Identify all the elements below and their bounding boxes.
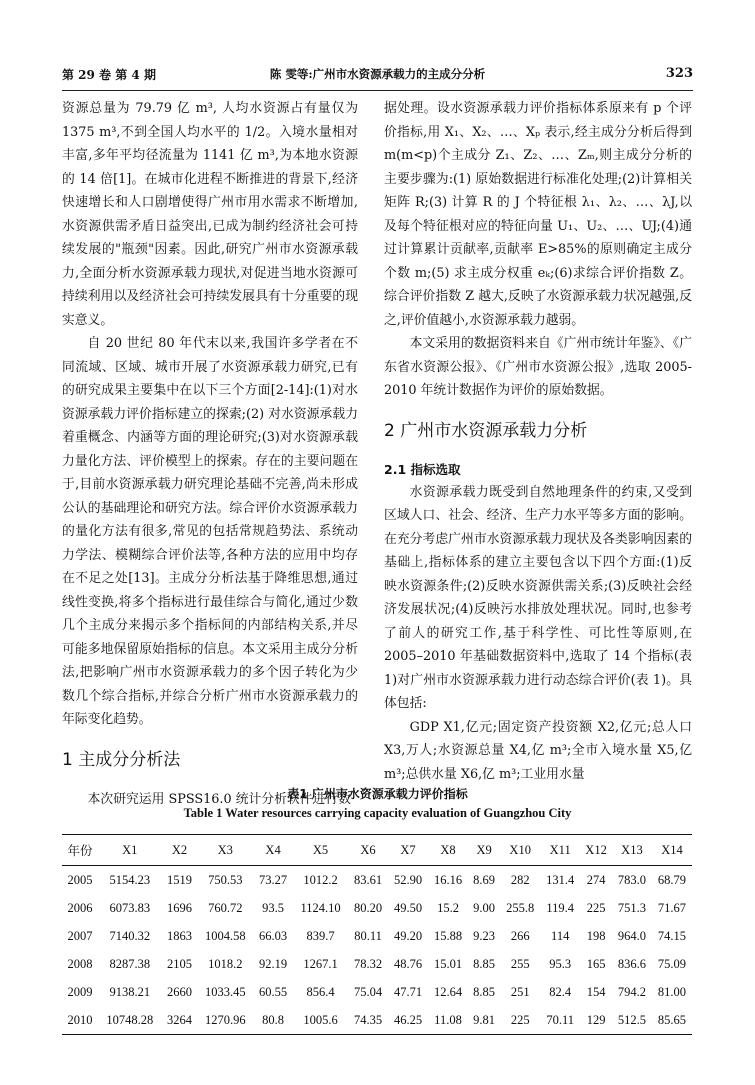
table-cell: 9.00 (473, 900, 496, 915)
table-cell: 1124.10 (300, 900, 341, 915)
paragraph: 资源总量为 79.79 亿 m³, 人均水资源占有量仅为 1375 m³,不到全国人均水平的 1/2。入境水量相对丰富,多年平均径流量为 1141 亿 m³,为本地水资源的 14 倍[1]。在城市化进程不断推进的背景下,经济快速增长和人口剧增使得广州市用水需求不断增加,水资源供需矛盾日益突出,已成为制约经济社会可持续发展的"瓶颈"因素。因此,研究广州市水资源承载力,全面分析水资源承载力现状,对促进当地水资源可持续利用以及经济社会可持续发展具有十分重要的现实意义。 (62, 101, 358, 328)
table-cell: 1270.96 (204, 1012, 246, 1027)
section-heading: 1 主成分分析法 (62, 749, 181, 770)
table-cell: 8.85 (473, 956, 496, 971)
table-cell: 1519 (166, 872, 192, 887)
column-header: 年份 (67, 844, 93, 858)
table-cell: 5154.23 (109, 872, 151, 887)
table-cell: 1018.2 (208, 956, 243, 971)
table-cell: 2105 (166, 956, 192, 971)
table-row (62, 1006, 692, 1035)
table-cell: 81.00 (657, 984, 687, 999)
table-cell: 1004.58 (204, 928, 246, 943)
table-cell: 1033.45 (204, 984, 246, 999)
paragraph: 本文采用的数据资料来自《广州市统计年鉴》、《广东省水资源公报》、《广州市水资源公报》,选取 2005-2010 年统计数据作为评价的原始数据。 (384, 336, 692, 398)
table-cell: 1267.1 (303, 956, 338, 971)
table-cell: 751.3 (617, 900, 646, 915)
table-cell: 15.01 (433, 956, 463, 971)
table-cell: 225 (586, 900, 606, 915)
column-header: X7 (400, 842, 416, 857)
table-cell: 73.27 (259, 872, 288, 887)
paragraph: 自 20 世纪 80 年代末以来,我国许多学者在不同流域、区域、城市开展了水资源承载力研究,已有的研究成果主要集中在以下三个方面[2-14]:(1)对水资源承载力评价指标建立的探索;(2) 对水资源承载力着重概念、内涵等方面的理论研究;(3)对水资源承载力量化方法、评价模型上的探索。存在的主要问题在于,目前水资源承载力研究理论基础不完善,尚未形成公认的基础理论和研究方法。综合评价水资源承载力的量化方法有很多,常见的包括常规趋势法、系统动力学法、模糊综合评价法等,各种方法的应用中均存在不足之处[13]。主成分分析法基于降维思想,通过线性变换,将多个指标进行最佳综合与简化,通过少数几个主成分来揭示多个指标间的内部结构关系,并尽可能多地保留原始指标的信息。本文采用主成分分析法,把影响广州市水资源承载力的多个因子转化为少数几个综合指标,并综合分析广州市水资源承载力的年际变化趋势。 (62, 336, 358, 727)
table-cell: 129 (586, 1012, 606, 1027)
table-cell: 119.4 (546, 900, 575, 915)
table-cell: 48.76 (393, 956, 423, 971)
column-header: X2 (171, 842, 188, 857)
year-cell: 2010 (67, 1012, 93, 1027)
table-caption-en: Table 1 Water resources carrying capacity evaluation of Guangzhou City (183, 806, 572, 820)
column-header: X1 (122, 842, 138, 857)
column-header: X9 (476, 842, 492, 857)
page-number: 323 (665, 66, 693, 81)
header-rule (62, 90, 693, 91)
table-cell: 49.50 (393, 900, 423, 915)
left-column (62, 97, 358, 811)
table-cell: 839.7 (306, 928, 335, 943)
table-cell: 12.64 (433, 984, 463, 999)
table-cell: 75.04 (353, 984, 383, 999)
journal-volume: 第 29 卷 第 4 期 (62, 68, 156, 82)
table-cell: 71.67 (657, 900, 687, 915)
table-cell: 198 (586, 928, 606, 943)
table-caption-cn: 表1 广州市水资源承载力评价指标 (287, 787, 468, 801)
table-cell: 9.23 (473, 928, 496, 943)
table-cell: 49.20 (393, 928, 423, 943)
column-header: X5 (312, 842, 329, 857)
table-cell: 131.4 (546, 872, 575, 887)
column-header: X8 (440, 842, 456, 857)
table-cell: 783.0 (617, 872, 646, 887)
subsection-heading: 2.1 指标选取 (384, 461, 461, 477)
table-cell: 964.0 (617, 928, 646, 943)
table-cell: 15.88 (433, 928, 463, 943)
table-cell: 78.32 (353, 956, 383, 971)
running-header (62, 66, 693, 86)
table-cell: 68.79 (657, 872, 687, 887)
table-cell: 836.6 (617, 956, 646, 971)
table-cell: 2660 (166, 984, 192, 999)
table-cell: 750.53 (208, 872, 243, 887)
table-cell: 512.5 (617, 1012, 646, 1027)
table-cell: 10748.28 (106, 1012, 154, 1027)
table-cell: 82.4 (549, 984, 572, 999)
table-cell: 80.11 (354, 928, 382, 943)
table-cell: 80.8 (262, 1012, 284, 1027)
table-cell: 255.8 (506, 900, 535, 915)
right-column (384, 97, 692, 786)
paragraph: 水资源承载力既受到自然地理条件的约束,又受到区域人口、社会、经济、生产力水平等多方面的影响。在充分考虑广州市水资源承载力现状及各类影响因素的基础上,指标体系的建立主要包含以下四个方面:(1)反映水资源条件;(2)反映水资源供需关系;(3)反映社会经济发展状况;(4)反映污水排放处理状况。同时,也参考了前人的研究工作,基于科学性、可比性等原则,在 2005–2010 年基础数据资料中,选取了 14 个指标(表 1)对广州市水资源承载力进行动态综合评价(表 1)。具体包括: (384, 484, 692, 711)
table-row (62, 922, 692, 950)
table-cell: 60.55 (259, 984, 288, 999)
running-title: 陈 雯等:广州市水资源承载力的主成分分析 (269, 67, 486, 81)
table-cell: 93.5 (262, 900, 284, 915)
table-cell: 52.90 (393, 872, 423, 887)
table-cell: 92.19 (259, 956, 288, 971)
table-row (62, 950, 692, 978)
table-cell: 251 (510, 984, 530, 999)
table-cell: 9.81 (473, 1012, 496, 1027)
table-cell: 1005.6 (303, 1012, 338, 1027)
paragraph: 据处理。设水资源承载力评价指标体系原来有 p 个评价指标,用 X₁、X₂、…、Xₚ 表示,经主成分分析后得到 m(m<p)个主成分 Z₁、Z₂、…、Zₘ,则主成分分析的主要步骤为:(1) 原始数据进行标准化处理;(2)计算相关矩阵 R;(3) 计算 R 的 J 个特征根 λ₁、λ₂、…、λJ,以及每个特征根对应的特征向量 U₁、U₂、…、UJ;(4)通过计算累计贡献率,贡献率 E>85%的原则确定主成分个数 m;(5) 求主成分权重 eₖ;(6)求综合评价指数 Z。综合评价指数 Z 越大,反映了水资源承载力状况越强,反之,评价值越小,水资源承载力越弱。 (384, 101, 692, 328)
paragraph: GDP X1,亿元;固定资产投资额 X2,亿元;总人口 X3,万人;水资源总量 X4,亿 m³;全市入境水量 X5,亿 m³;总供水量 X6,亿 m³;工业用水量 (384, 719, 692, 782)
table-row (62, 978, 692, 1006)
table-cell: 11.08 (434, 1012, 462, 1027)
table-cell: 154 (586, 984, 606, 999)
table-cell: 6073.83 (109, 900, 151, 915)
column-header: X14 (661, 842, 683, 857)
table-cell: 266 (510, 928, 530, 943)
table-cell: 46.25 (393, 1012, 423, 1027)
column-header: X3 (217, 842, 233, 857)
column-header: X12 (585, 842, 607, 857)
table-cell: 75.09 (657, 956, 687, 971)
column-header: X6 (360, 842, 376, 857)
table-cell: 83.61 (353, 872, 383, 887)
table-cell: 70.11 (546, 1012, 575, 1027)
table-cell: 760.72 (208, 900, 243, 915)
table-cell: 3264 (166, 1012, 192, 1027)
table-cell: 274 (586, 872, 606, 887)
table-cell: 95.3 (549, 956, 572, 971)
year-cell: 2006 (67, 900, 93, 915)
column-header: X10 (509, 842, 531, 857)
table-header-row (62, 835, 692, 866)
table-row (62, 866, 692, 895)
table-cell: 7140.32 (109, 928, 151, 943)
table-cell: 1696 (166, 900, 192, 915)
year-cell: 2005 (67, 872, 93, 887)
table-cell: 1012.2 (303, 872, 338, 887)
table-row (62, 894, 692, 922)
table-cell: 8.69 (473, 872, 496, 887)
table-cell: 85.65 (657, 1012, 687, 1027)
table-cell: 794.2 (617, 984, 646, 999)
table-cell: 225 (510, 1012, 530, 1027)
paragraph: 本次研究运用 SPSS16.0 统计分析软件进行数 (87, 791, 351, 807)
table-cell: 114 (551, 928, 570, 943)
table-cell: 47.71 (393, 984, 423, 999)
table-cell: 15.2 (437, 900, 459, 915)
indicator-table (62, 834, 692, 1035)
table-cell: 8.85 (473, 984, 496, 999)
column-header: X11 (549, 842, 571, 857)
table-cell: 16.16 (433, 872, 463, 887)
table-cell: 80.20 (353, 900, 383, 915)
table-cell: 856.4 (306, 984, 335, 999)
table-cell: 9138.21 (109, 984, 151, 999)
table-cell: 66.03 (259, 928, 288, 943)
year-cell: 2009 (67, 984, 93, 999)
column-header: X4 (265, 842, 281, 857)
year-cell: 2008 (67, 956, 93, 971)
section-heading: 2 广州市水资源承载力分析 (384, 420, 588, 441)
table-cell: 74.35 (353, 1012, 383, 1027)
table-cell: 255 (510, 956, 530, 971)
table-cell: 1863 (166, 928, 192, 943)
column-header: X13 (621, 842, 643, 857)
table-cell: 282 (510, 872, 530, 887)
table-cell: 74.15 (657, 928, 687, 943)
table-cell: 8287.38 (109, 956, 151, 971)
year-cell: 2007 (67, 928, 93, 943)
table-cell: 165 (586, 956, 606, 971)
